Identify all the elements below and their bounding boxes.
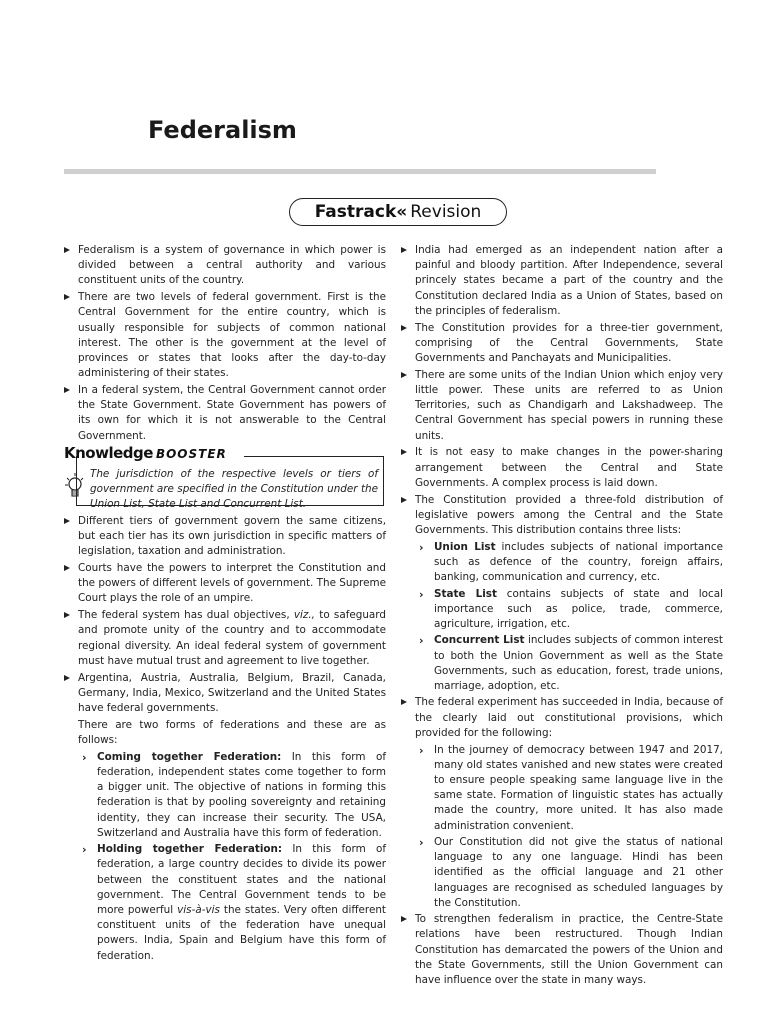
- bullet-triangle-icon: [64, 518, 70, 524]
- list-item: Different tiers of government govern the same citizens, but each tier has its own jurisdiction in specific matters of legislation, taxation and administration.: [64, 514, 386, 560]
- chevron-right-icon: ›: [82, 750, 87, 764]
- sub-list-item: › Our Constitution did not give the status of national language to any one language. Hindi has been identified as the official language and 21 other languages are recognised as scheduled languages by the Constitution.: [419, 836, 723, 909]
- title-divider: [64, 169, 656, 174]
- chevron-right-icon: ›: [82, 843, 87, 857]
- bullet-triangle-icon: [401, 699, 407, 705]
- list-item: It is not easy to make changes in the power-sharing arrangement between the Central and State Governments. A complex process is laid down.: [401, 445, 723, 491]
- chevron-right-icon: ›: [419, 587, 424, 601]
- bullet-triangle-icon: [64, 612, 70, 618]
- knowledge-booster-box: [64, 443, 386, 510]
- list-item: The federal system has dual objectives, viz., to safeguard and promote unity of the country and to accommodate regional diversity. An ideal federal system of government must have mutual trust and agreement to live together.: [64, 608, 386, 669]
- bullet-triangle-icon: [401, 497, 407, 503]
- bullet-triangle-icon: [64, 387, 70, 393]
- left-column: [64, 243, 386, 965]
- knowledge-booster-rule: [244, 456, 384, 457]
- chevron-right-icon: ›: [419, 836, 424, 850]
- bullet-triangle-icon: [64, 565, 70, 571]
- sub-list-item: › Concurrent List includes subjects of common interest to both the Union Government as well as the State Governments, such as education, forest, trade unions, marriage, adoption, etc.: [419, 634, 723, 693]
- bullet-triangle-icon: [64, 247, 70, 253]
- sub-list-item: › State List contains subjects of state and local importance such as police, trade, commerce, agriculture, irrigation, etc.: [419, 587, 724, 631]
- knowledge-booster-text: The jurisdiction of the respective levels or tiers of government are specified in the Constitution under the Union List, State List and Concurrent List.: [90, 467, 378, 510]
- sub-list-item: › In the journey of democracy between 1947 and 2017, many old states vanished and new states were created to ensure people speaking same language live in the same state. Formation of linguistic states has actually made the country, more united. It has also made administration convenient.: [419, 743, 723, 832]
- bullet-triangle-icon: [401, 247, 407, 253]
- right-column: [401, 243, 723, 990]
- page-title: Federalism: [148, 116, 297, 144]
- bullet-triangle-icon: [401, 916, 407, 922]
- forms-intro: There are two forms of federations and these are as follows:: [78, 718, 386, 747]
- fastrack-revision-banner: [289, 198, 507, 226]
- chevron-right-icon: ›: [419, 634, 424, 648]
- fastrack-label: Revision: [410, 202, 482, 222]
- list-item: India had emerged as an independent nation after a painful and bloody partition. After Independence, several princely states became a part of the country and the Constitution declared India as a Union of States, based on the principles of federalism.: [401, 243, 723, 319]
- lightbulb-icon: [64, 470, 86, 504]
- list-item: The Constitution provided a three-fold distribution of legislative powers among the Central and the State Governments. This distribution contains three lists:: [401, 493, 723, 539]
- list-item: The Constitution provides for a three-tier government, comprising of the Central Governments, State Governments and Panchayats and Municipalities.: [401, 321, 723, 367]
- list-item: There are two levels of federal government. First is the Central Government for the entire country, which is usually responsible for subjects of common national interest. The other is the government at the level of provinces or states that looks after the day-to-day administering of their states.: [64, 290, 386, 381]
- fastrack-brand: Fastrack«: [314, 202, 408, 222]
- list-item: In a federal system, the Central Government cannot order the State Government. State Government has powers of its own for which it is not answerable to the Central Government.: [64, 383, 386, 444]
- list-item: To strengthen federalism in practice, the Centre-State relations have been restructured. Though Indian Constitution has demarcated the powers of the Union and the State Governments, still the Union Government can have influence over the state in many ways.: [401, 912, 723, 988]
- knowledge-booster-title: Knowledge BOOSTER: [64, 443, 227, 462]
- bullet-triangle-icon: [64, 675, 70, 681]
- sub-list-item: › Union List includes subjects of national importance such as defence of the country, foreign affairs, banking, communication and currency, etc.: [419, 540, 723, 584]
- list-item: Argentina, Austria, Australia, Belgium, Brazil, Canada, Germany, India, Mexico, Switzerland and the United States have federal governments.: [64, 671, 386, 717]
- bullet-triangle-icon: [401, 372, 407, 378]
- chevron-right-icon: ›: [419, 540, 424, 554]
- bullet-triangle-icon: [64, 294, 70, 300]
- list-item: The federal experiment has succeeded in India, because of the clearly laid out constitutional provisions, which provided for the following:: [401, 695, 723, 741]
- list-item: There are some units of the Indian Union which enjoy very little power. These units are referred to as Union Territories, such as Chandigarh and Lakshadweep. The Central Government has special powers in running these units.: [401, 368, 723, 444]
- sub-list-item: › Holding together Federation: In this form of federation, a large country decides to divide its power between the constituent states and the national government. The Central Government tends to be more powerful vis-à-vis the states. Very often different constituent units of the federation have unequal powers. India, Spain and Belgium have this form of federation.: [82, 843, 386, 962]
- bullet-triangle-icon: [401, 325, 407, 331]
- bullet-triangle-icon: [401, 449, 407, 455]
- chevron-right-icon: ›: [419, 743, 424, 757]
- sub-list-item: › Coming together Federation: In this form of federation, independent states come together to form a bigger unit. The objective of nations in forming this federation is that by pooling sovereignty and retaining identity, they can increase their security. The USA, Switzerland and Australia have this form of federation.: [82, 750, 386, 839]
- list-item: Federalism is a system of governance in which power is divided between a central authority and various constituent units of the country.: [64, 243, 386, 289]
- list-item: Courts have the powers to interpret the Constitution and the powers of different levels of government. The Supreme Court plays the role of an umpire.: [64, 561, 386, 607]
